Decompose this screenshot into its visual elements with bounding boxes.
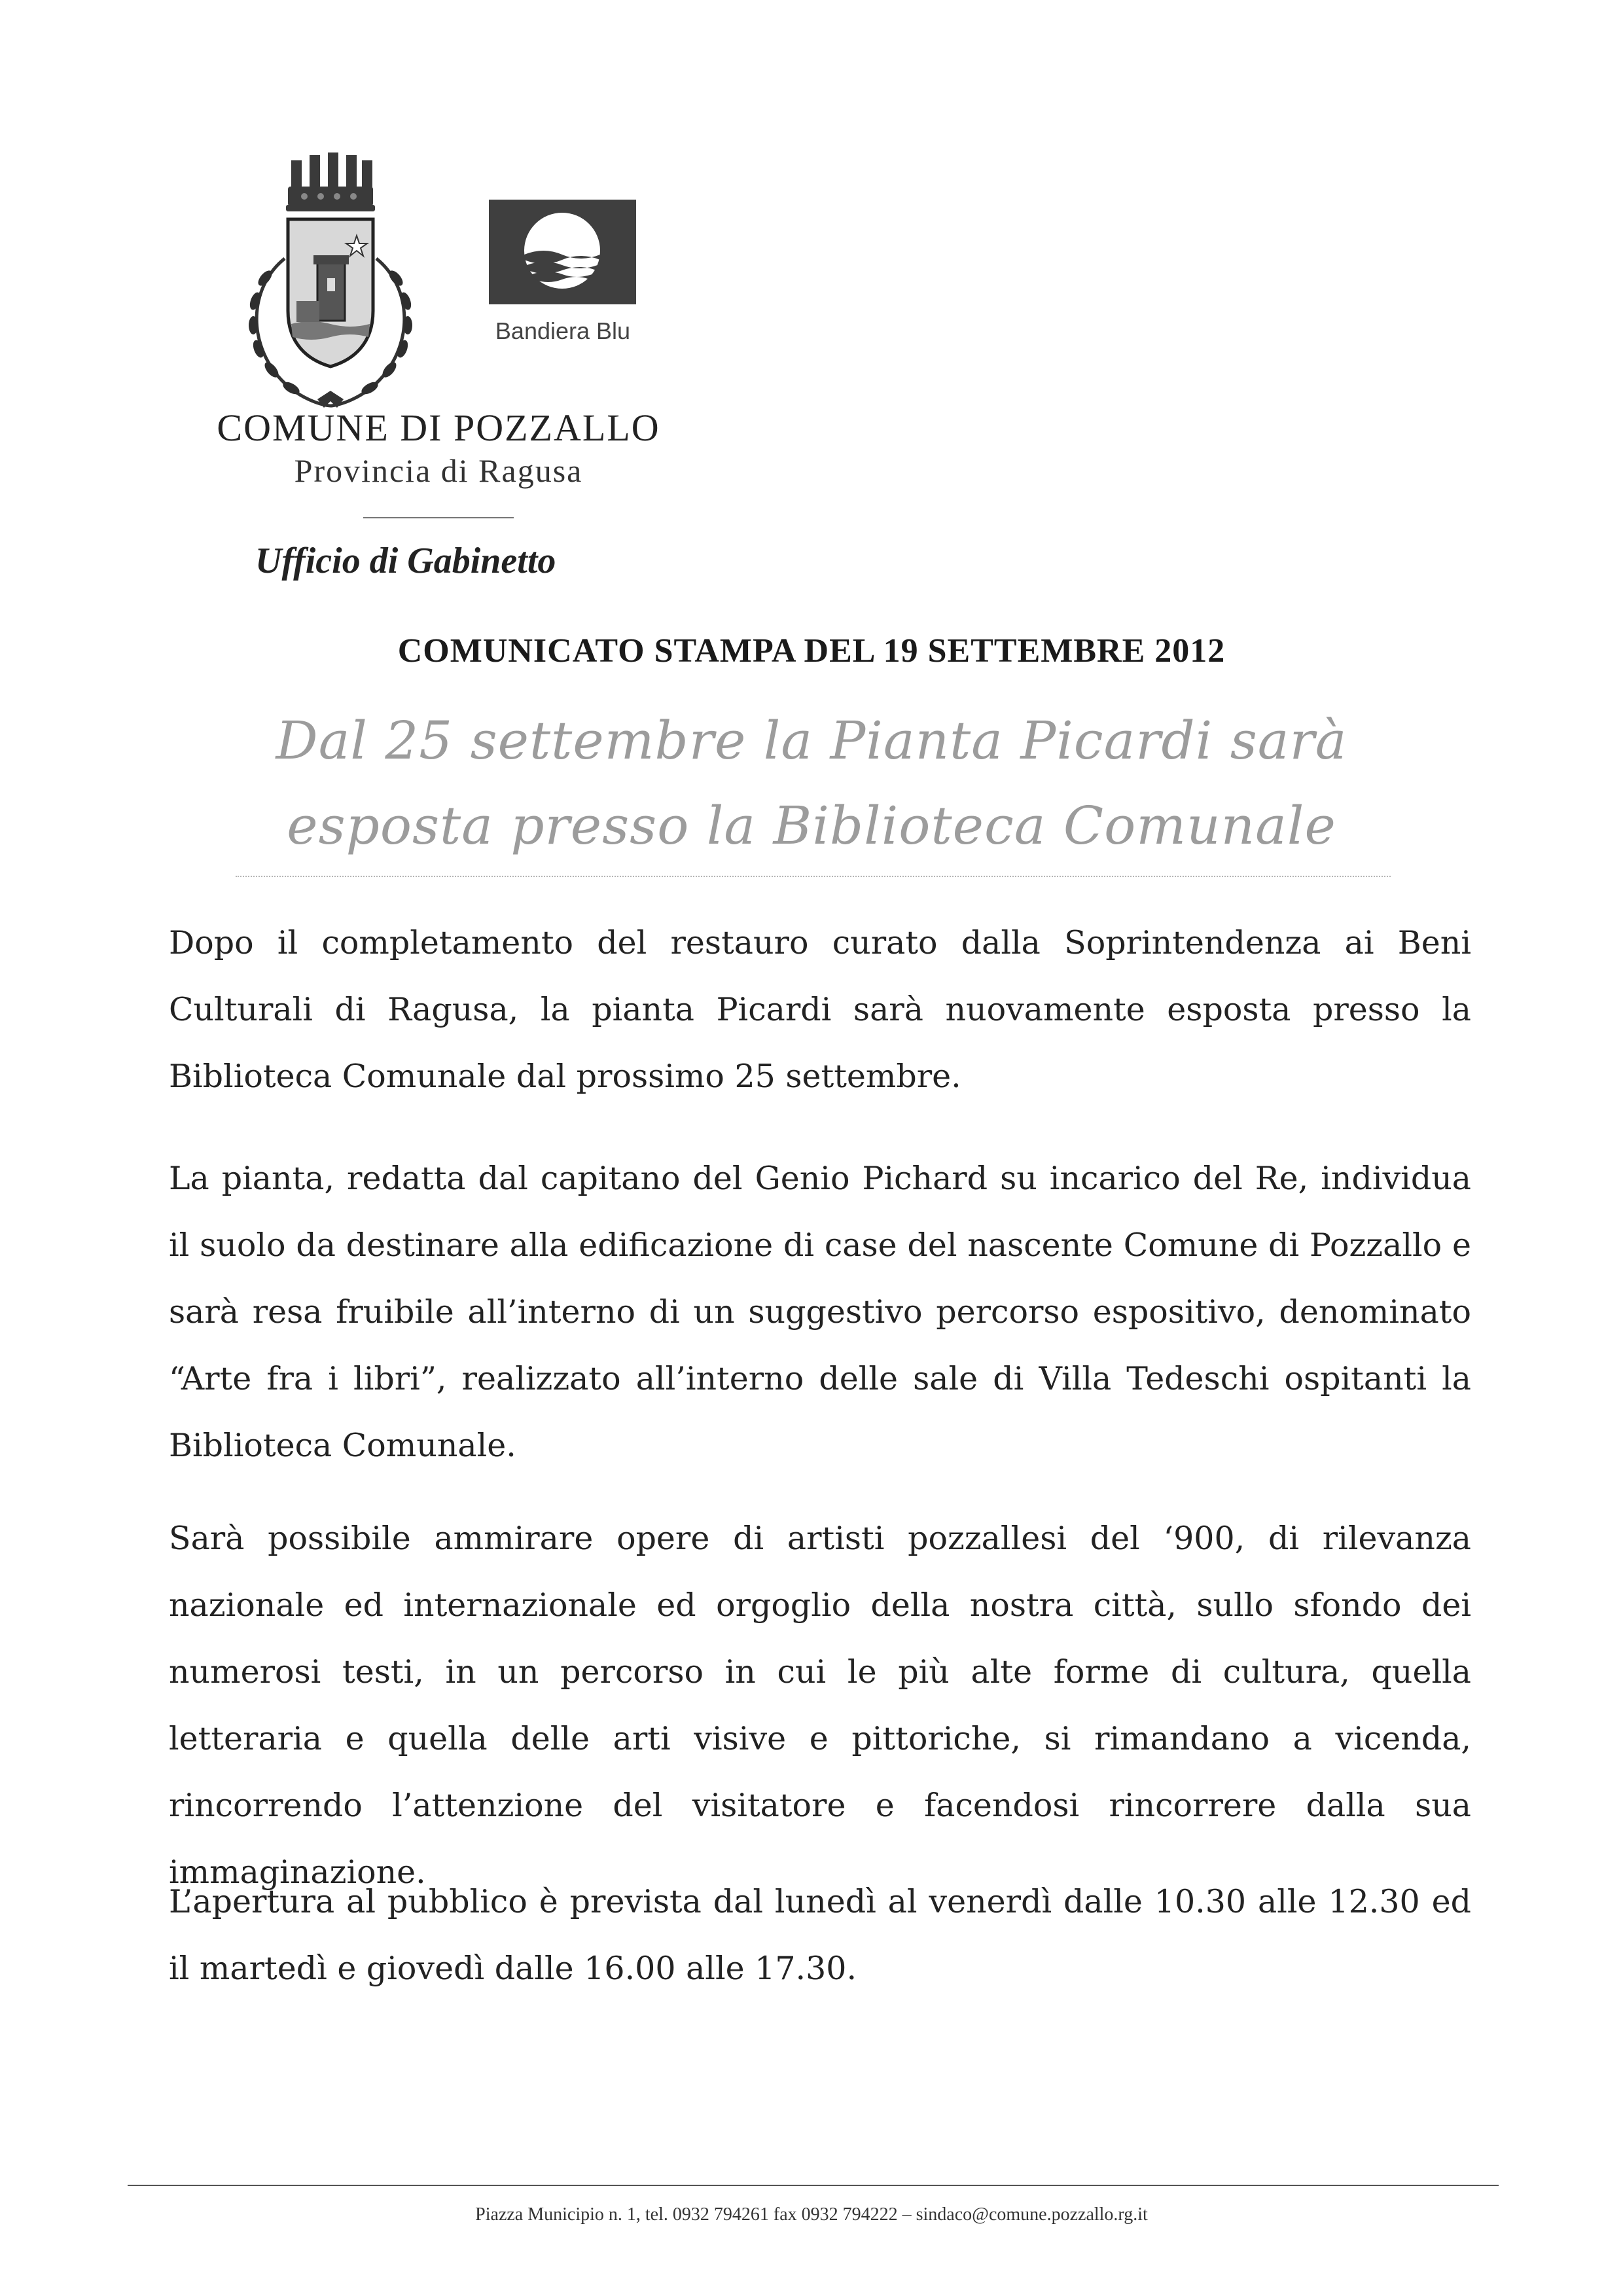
province-name: Provincia di Ragusa — [294, 452, 583, 489]
bandiera-blu-flag-icon — [489, 200, 636, 304]
press-release-label: COMUNICATO STAMPA DEL 19 SETTEMBRE 2012 — [397, 632, 1226, 670]
body-paragraph: Sarà possibile ammirare opere di artisti pozzallesi del ‘900, di rilevanza nazionale ed internazionale ed orgoglio della nostra città, sullo sfondo dei numerosi testi, in un percorso in cui le più alte forme di cultura, quella letteraria e quella delle arti visive e pittoriche, si rimandano a vicenda, rincorrendo l’attenzione del visitatore e facendosi rincorrere dalla sua immaginazione. — [169, 1520, 1471, 1891]
bandiera-blu-logo — [481, 200, 645, 350]
bandiera-blu-label: Bandiera Blu — [495, 317, 631, 344]
footer-divider — [128, 2185, 1499, 2186]
headline-divider — [236, 876, 1391, 877]
municipality-name: COMUNE DI POZZALLO — [217, 406, 660, 449]
office-name: Ufficio di Gabinetto — [255, 541, 556, 581]
headline-line-2: esposta presso la Biblioteca Comunale — [287, 795, 1336, 856]
header-divider — [363, 517, 514, 518]
footer-contact: Piazza Municipio n. 1, tel. 0932 794261 fax 0932 794222 – sindaco@comune.pozzallo.rg.it — [475, 2204, 1148, 2225]
body-paragraph: La pianta, redatta dal capitano del Genio Pichard su incarico del Re, individua il suolo da destinare alla edificazione di case del nascente Comune di Pozzallo e sarà resa fruibile all’interno di un suggestivo percorso espositivo, denominato “Arte fra i libri”, realizzato all’interno delle sale di Villa Tedeschi ospitanti la Biblioteca Comunale. — [169, 1160, 1471, 1464]
body-paragraph: L’apertura al pubblico è prevista dal lunedì al venerdì dalle 10.30 alle 12.30 ed il martedì e giovedì dalle 16.00 alle 17.30. — [169, 1883, 1471, 1987]
headline-line-1: Dal 25 settembre la Pianta Picardi sarà — [276, 710, 1347, 771]
body-paragraph: Dopo il completamento del restauro curato dalla Soprintendenza ai Beni Culturali di Ragusa, la pianta Picardi sarà nuovamente esposta presso la Biblioteca Comunale dal prossimo 25 settembre. — [169, 924, 1471, 1095]
coat-of-arms-icon — [226, 147, 435, 409]
